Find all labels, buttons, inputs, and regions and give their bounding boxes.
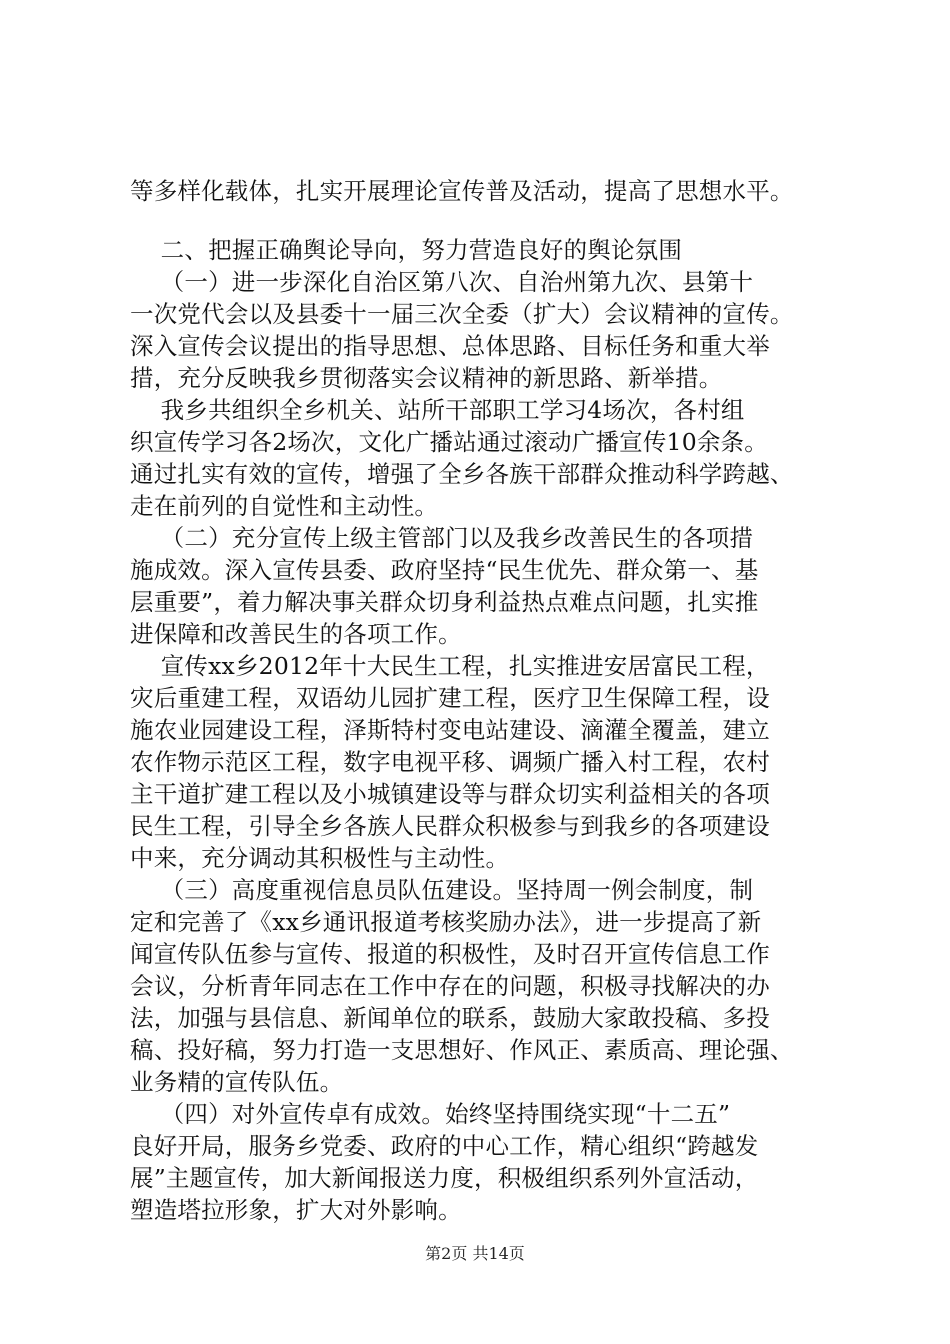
text-line: 施农业园建设工程，泽斯特村变电站建设、滴灌全覆盖，建立 bbox=[130, 716, 770, 744]
text-line: 灾后重建工程，双语幼儿园扩建工程，医疗卫生保障工程，设 bbox=[130, 684, 770, 712]
text-line: 塑造塔拉形象，扩大对外影响。 bbox=[130, 1196, 462, 1224]
text-line: 深入宣传会议提出的指导思想、总体思路、目标任务和重大举 bbox=[130, 332, 770, 360]
text-line: 进保障和改善民生的各项工作。 bbox=[130, 620, 462, 648]
text-line: 宣传xx乡2012年十大民生工程，扎实推进安居富民工程， bbox=[130, 652, 770, 680]
text-line: 等多样化载体，扎实开展理论宣传普及活动，提高了思想水平。 bbox=[130, 177, 794, 205]
text-line: 稿、投好稿，努力打造一支思想好、作风正、素质高、理论强、 bbox=[130, 1036, 794, 1064]
text-line: 良好开局，服务乡党委、政府的中心工作，精心组织“跨越发 bbox=[130, 1132, 759, 1160]
text-line: 织宣传学习各2场次，文化广播站通过滚动广播宣传10余条。 bbox=[130, 428, 768, 456]
text-line: 民生工程，引导全乡各族人民群众积极参与到我乡的各项建设 bbox=[130, 812, 770, 840]
text-line: （二）充分宣传上级主管部门以及我乡改善民生的各项措 bbox=[130, 524, 754, 552]
text-line: （一）进一步深化自治区第八次、自治州第九次、县第十 bbox=[130, 268, 754, 296]
text-line: 通过扎实有效的宣传，增强了全乡各族干部群众推动科学跨越、 bbox=[130, 460, 794, 488]
page-number-footer: 第2页 共14页 bbox=[425, 1244, 525, 1263]
text-line: 定和完善了《xx乡通讯报道考核奖励办法》，进一步提高了新 bbox=[130, 908, 762, 936]
text-line: 走在前列的自觉性和主动性。 bbox=[130, 492, 439, 520]
text-line: 措，充分反映我乡贯彻落实会议精神的新思路、新举措。 bbox=[130, 364, 723, 392]
text-line: 业务精的宣传队伍。 bbox=[130, 1068, 344, 1096]
text-line: 我乡共组织全乡机关、站所干部职工学习4场次，各村组 bbox=[130, 396, 745, 424]
text-line: 一次党代会以及县委十一届三次全委（扩大）会议精神的宣传。 bbox=[130, 300, 794, 328]
text-line: 主干道扩建工程以及小城镇建设等与群众切实利益相关的各项 bbox=[130, 780, 770, 808]
text-line: 施成效。深入宣传县委、政府坚持“民生优先、群众第一、基 bbox=[130, 556, 759, 584]
text-line: 农作物示范区工程，数字电视平移、调频广播入村工程，农村 bbox=[130, 748, 770, 776]
text-line: 闻宣传队伍参与宣传、报道的积极性，及时召开宣传信息工作 bbox=[130, 940, 770, 968]
text-line: 层重要”，着力解决事关群众切身利益热点难点问题，扎实推 bbox=[130, 588, 759, 616]
section-heading: 二、把握正确舆论导向，努力营造良好的舆论氛围 bbox=[130, 236, 683, 264]
text-line: （四）对外宣传卓有成效。始终坚持围绕实现“十二五” bbox=[130, 1100, 731, 1128]
text-line: 法，加强与县信息、新闻单位的联系，鼓励大家敢投稿、多投 bbox=[130, 1004, 770, 1032]
text-line: 中来，充分调动其积极性与主动性。 bbox=[130, 844, 510, 872]
text-line: 展”主题宣传，加大新闻报送力度，积极组织系列外宣活动， bbox=[130, 1164, 759, 1192]
text-line: 会议，分析青年同志在工作中存在的问题，积极寻找解决的办 bbox=[130, 972, 770, 1000]
text-line: （三）高度重视信息员队伍建设。坚持周一例会制度，制 bbox=[130, 876, 754, 904]
